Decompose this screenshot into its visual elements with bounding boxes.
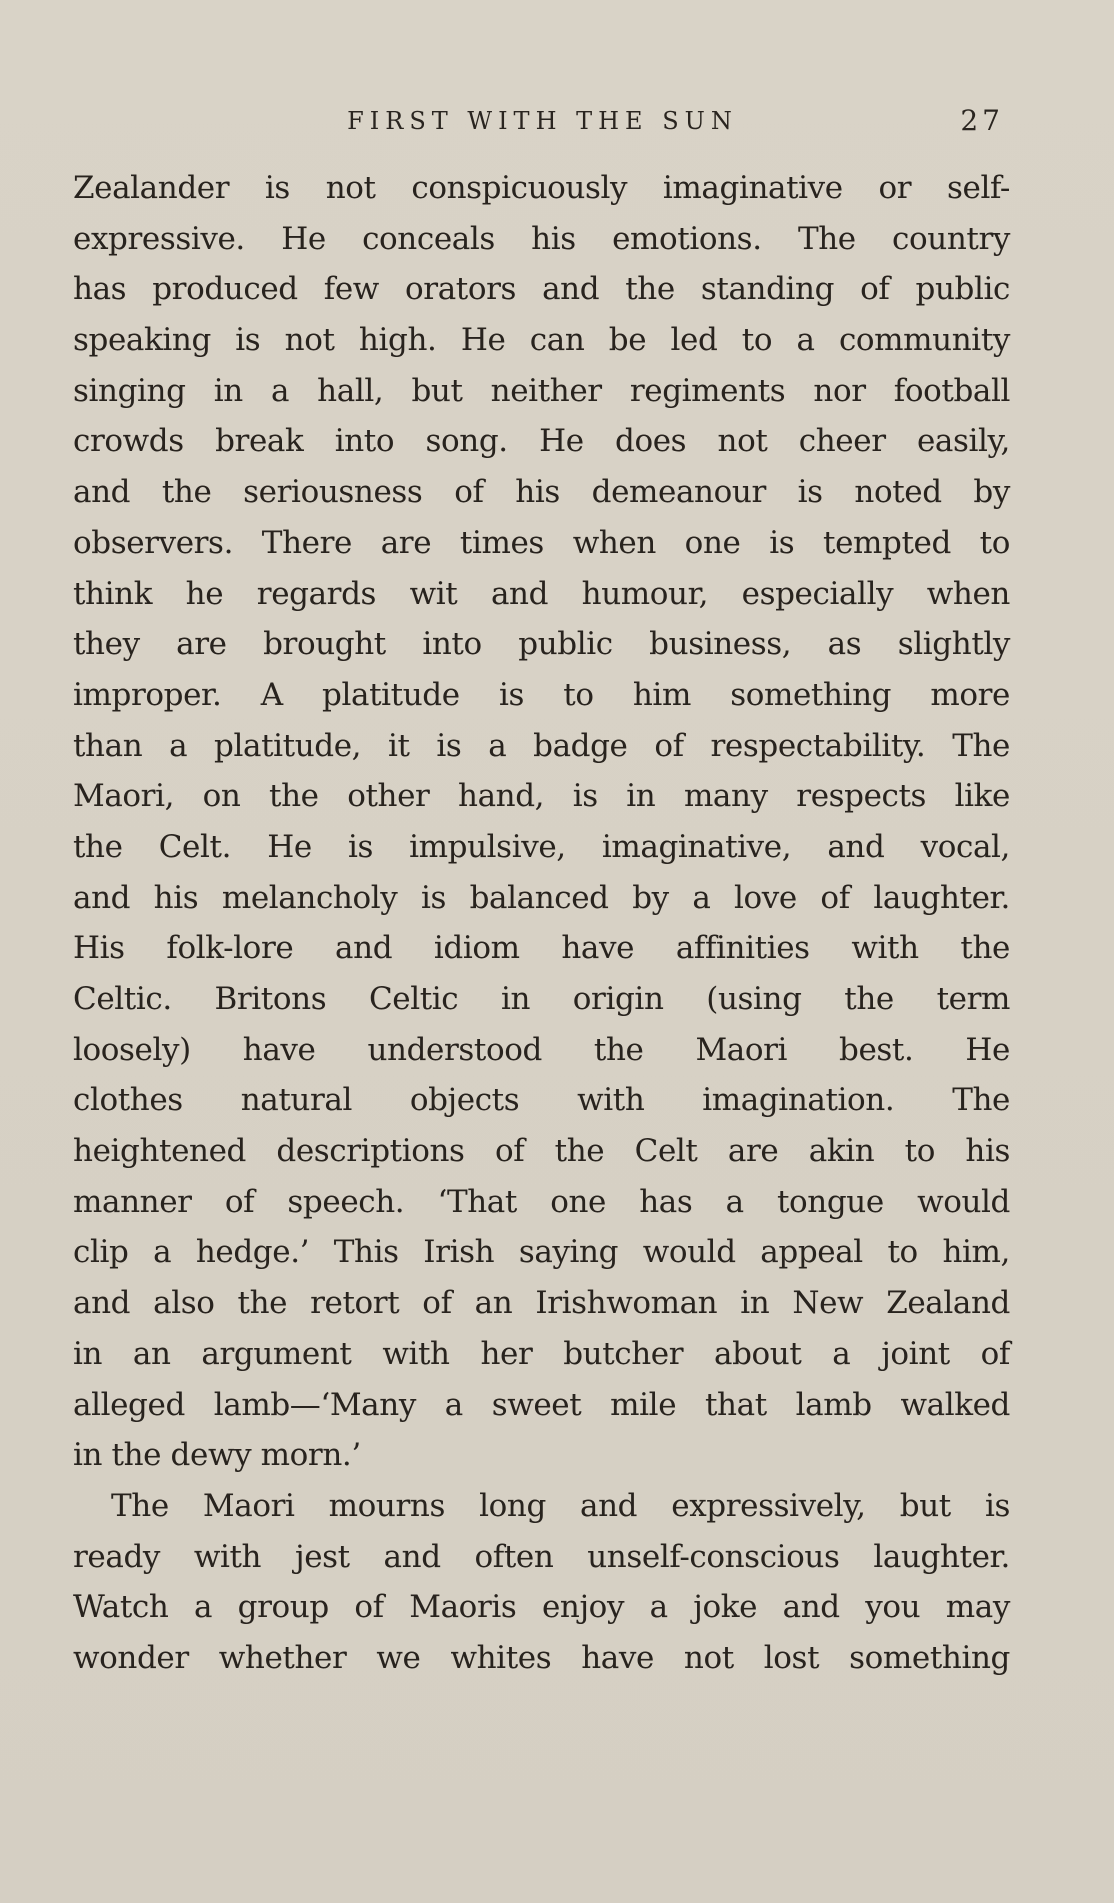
text-line: loosely) have understood the Maori best. He [73,1031,1010,1068]
text-line: observers. There are times when one is tempted to [73,524,1010,561]
text-line: His folk-lore and idiom have affinities with the [73,930,1010,967]
running-head [75,101,1010,141]
text-line: they are brought into public business, as slightly [73,626,1010,663]
text-line: in an argument with her butcher about a joint of [73,1335,1010,1372]
text-line: Celtic. Britons Celtic in origin (using the term [73,981,1010,1017]
text-line: wonder whether we whites have not lost something [73,1639,1010,1676]
text-line: the Celt. He is impulsive, imaginative, and vocal, [73,828,1010,865]
text-line: than a platitude, it is a badge of respectability. The [73,727,1010,764]
text-line: Zealander is not conspicuously imaginative or self- [73,170,1010,206]
text-line: and his melancholy is balanced by a love of laughter. [73,879,1010,916]
page-number: 27 [960,104,1004,137]
text-line: speaking is not high. He can be led to a community [73,322,1010,359]
text-line: expressive. He conceals his emotions. The country [73,220,1010,257]
text-line: heightened descriptions of the Celt are akin to his [73,1133,1010,1170]
text-line: singing in a hall, but neither regiments nor football [73,372,1010,409]
text-line: Watch a group of Maoris enjoy a joke and you may [73,1589,1010,1626]
body-text [73,163,1010,1684]
text-line: improper. A platitude is to him something more [73,676,1010,713]
paragraph-end-line: in the dewy morn.’ [73,1437,361,1474]
running-title: FIRST WITH THE SUN [347,107,738,135]
text-line: alleged lamb—‘Many a sweet mile that lamb walked [73,1386,1010,1423]
text-line: clothes natural objects with imagination. The [73,1082,1010,1119]
text-line: clip a hedge.’ This Irish saying would appeal to him, [73,1234,1010,1271]
text-line: and also the retort of an Irishwoman in New Zealand [73,1285,1010,1322]
text-line: think he regards wit and humour, especially when [73,575,1010,612]
text-line: has produced few orators and the standing of public [73,271,1010,308]
text-line: and the seriousness of his demeanour is noted by [73,474,1010,511]
text-line: manner of speech. ‘That one has a tongue would [73,1183,1010,1220]
text-line: crowds break into song. He does not cheer easily, [73,423,1010,460]
text-line: Maori, on the other hand, is in many respects like [73,778,1010,815]
paragraph-start-line: The Maori mourns long and expressively, but is [111,1487,1010,1524]
text-line: ready with jest and often unself-conscious laughter. [73,1538,1010,1575]
